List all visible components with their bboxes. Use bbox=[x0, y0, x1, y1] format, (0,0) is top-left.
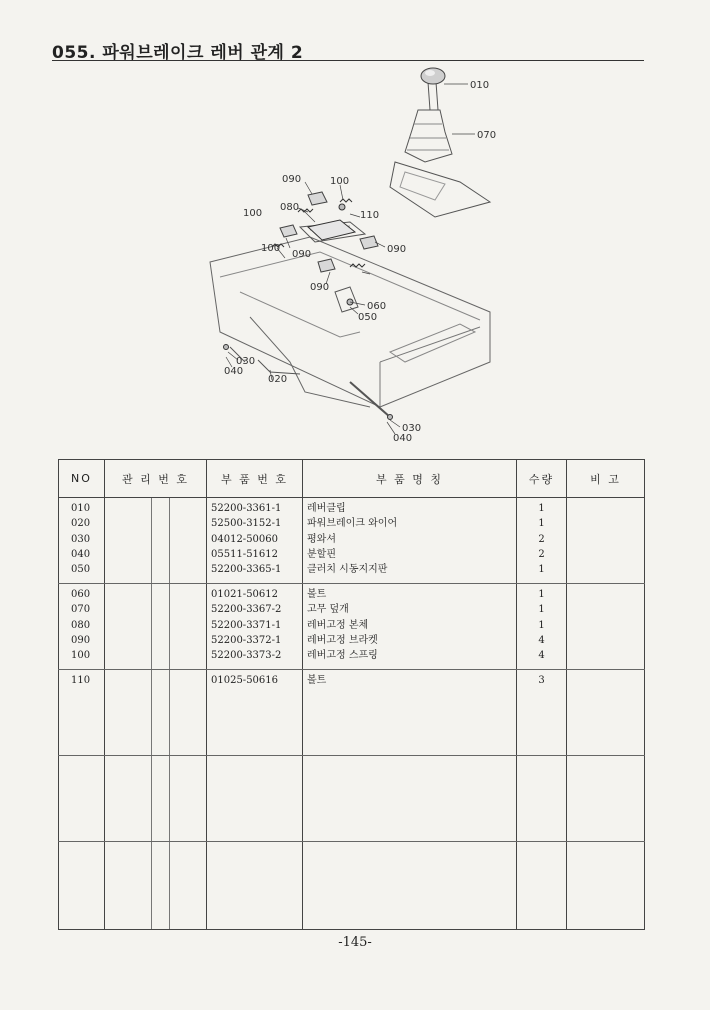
header-part-name: 부 품 명 칭 bbox=[303, 460, 517, 498]
callout-label: 070 bbox=[477, 130, 497, 141]
table-cell-text: 볼트 bbox=[307, 589, 327, 600]
cell-management-no bbox=[105, 498, 207, 584]
table-cell-text: 050 bbox=[71, 564, 91, 576]
cell-note bbox=[567, 756, 645, 842]
header-no: NO bbox=[59, 460, 105, 498]
table-cell-text: 1 bbox=[538, 589, 545, 600]
table-cell-text: 파워브레이크 와이어 bbox=[307, 518, 398, 530]
callout-label: 090 bbox=[292, 249, 312, 260]
header-qty: 수량 bbox=[517, 460, 567, 498]
table-cell-text: 1 bbox=[538, 619, 545, 631]
table-cell-text: 090 bbox=[71, 634, 91, 646]
callout-label: 100 bbox=[330, 176, 350, 187]
diagram-callouts bbox=[224, 80, 496, 444]
cell-part-no bbox=[207, 670, 303, 756]
cell-no bbox=[59, 842, 105, 930]
table-cell-text: 100 bbox=[71, 650, 91, 662]
table-cell-text: 레버고정 스프링 bbox=[307, 650, 378, 662]
header-management-no: 관 리 번 호 bbox=[105, 460, 207, 498]
table-cell-text: 클러치 시동지지판 bbox=[307, 564, 388, 576]
page-number: -145- bbox=[338, 935, 372, 950]
table-row-group bbox=[59, 756, 645, 842]
cell-part-no bbox=[207, 756, 303, 842]
header-note: 비 고 bbox=[567, 460, 645, 498]
page-title: 055. 파워브레이크 레버 관계 2 bbox=[52, 43, 304, 63]
table-cell-text: 01021-50612 bbox=[211, 589, 279, 600]
callout-label: 080 bbox=[280, 202, 300, 213]
table-cell-text: 060 bbox=[71, 589, 91, 600]
table-cell-text: 평와셔 bbox=[307, 533, 336, 545]
callout-label: 030 bbox=[402, 423, 422, 434]
callout-label: 010 bbox=[470, 80, 490, 91]
table-cell-text: 레버고정 본체 bbox=[307, 619, 369, 631]
cell-management-no bbox=[105, 670, 207, 756]
table-cell-text: 3 bbox=[538, 675, 545, 686]
cell-no bbox=[59, 756, 105, 842]
cell-note bbox=[567, 842, 645, 930]
callout-label: 060 bbox=[367, 301, 387, 312]
cell-part-name bbox=[303, 498, 517, 584]
table-cell-text: 2 bbox=[538, 533, 545, 545]
table-cell-text: 1 bbox=[538, 503, 545, 514]
table-row-group bbox=[59, 584, 645, 670]
table-cell-text: 52200-3371-1 bbox=[211, 619, 282, 631]
table-cell-text: 52200-3367-2 bbox=[211, 604, 282, 616]
cell-part-no bbox=[207, 498, 303, 584]
parts-diagram bbox=[190, 62, 520, 447]
table-cell-text: 레버고정 브라켓 bbox=[307, 634, 378, 646]
cell-qty bbox=[517, 842, 567, 930]
cell-qty bbox=[517, 584, 567, 670]
cell-management-no bbox=[105, 842, 207, 930]
table-cell-text: 52200-3372-1 bbox=[211, 634, 282, 646]
cell-part-no bbox=[207, 842, 303, 930]
callout-label: 040 bbox=[393, 433, 413, 444]
cell-note bbox=[567, 498, 645, 584]
cell-no bbox=[59, 670, 105, 756]
cell-qty bbox=[517, 756, 567, 842]
callout-label: 090 bbox=[387, 244, 407, 255]
cell-part-name bbox=[303, 756, 517, 842]
table-cell-text: 040 bbox=[71, 548, 91, 560]
cell-part-name bbox=[303, 584, 517, 670]
cell-part-name bbox=[303, 842, 517, 930]
callout-label: 090 bbox=[310, 282, 330, 293]
table-cell-text: 52500-3152-1 bbox=[211, 518, 282, 530]
table-cell-text: 1 bbox=[538, 604, 545, 616]
table-cell-text: 01025-50616 bbox=[211, 675, 279, 686]
callout-label: 040 bbox=[224, 366, 244, 377]
table-header-row bbox=[59, 460, 645, 498]
cell-note bbox=[567, 584, 645, 670]
table-cell-text: 레버클립 bbox=[307, 503, 346, 514]
table-cell-text: 020 bbox=[71, 518, 91, 530]
table-row-group bbox=[59, 842, 645, 930]
cell-part-no bbox=[207, 584, 303, 670]
cell-qty bbox=[517, 498, 567, 584]
table-cell-text: 2 bbox=[538, 548, 545, 560]
table-row-group bbox=[59, 670, 645, 756]
header-part-no: 부 품 번 호 bbox=[207, 460, 303, 498]
table-cell-text: 1 bbox=[538, 564, 545, 576]
table-cell-text: 4 bbox=[538, 650, 545, 662]
table-cell-text: 110 bbox=[71, 675, 91, 686]
table-cell-text: 070 bbox=[71, 604, 91, 616]
table-cell-text: 04012-50060 bbox=[211, 533, 279, 545]
callout-label: 020 bbox=[268, 374, 288, 385]
cell-management-no bbox=[105, 756, 207, 842]
parts-table-body bbox=[59, 498, 645, 930]
table-cell-text: 볼트 bbox=[307, 675, 327, 686]
callout-label: 100 bbox=[243, 208, 263, 219]
callout-label: 100 bbox=[261, 243, 281, 254]
cell-no bbox=[59, 498, 105, 584]
table-row-group bbox=[59, 498, 645, 584]
table-cell-text: 080 bbox=[71, 619, 91, 631]
knob-shape bbox=[421, 68, 445, 84]
parts-table bbox=[58, 459, 645, 930]
table-cell-text: 4 bbox=[538, 634, 545, 646]
table-cell-text: 030 bbox=[71, 533, 91, 545]
cell-management-no bbox=[105, 584, 207, 670]
table-cell-text: 분할핀 bbox=[307, 548, 336, 560]
table-cell-text: 52200-3365-1 bbox=[211, 564, 282, 576]
callout-label: 050 bbox=[358, 312, 378, 323]
callout-label: 110 bbox=[360, 210, 380, 221]
cell-part-name bbox=[303, 670, 517, 756]
table-cell-text: 52200-3373-2 bbox=[211, 650, 282, 662]
table-cell-text: 05511-51612 bbox=[211, 548, 279, 560]
callout-label: 090 bbox=[282, 174, 302, 185]
table-cell-text: 010 bbox=[71, 503, 91, 514]
table-cell-text: 52200-3361-1 bbox=[211, 503, 282, 514]
table-cell-text: 1 bbox=[538, 518, 545, 530]
title-rule bbox=[52, 60, 644, 61]
cell-note bbox=[567, 670, 645, 756]
callout-label: 030 bbox=[236, 356, 256, 367]
table-cell-text: 고무 덮개 bbox=[307, 604, 349, 616]
cell-qty bbox=[517, 670, 567, 756]
cell-no bbox=[59, 584, 105, 670]
